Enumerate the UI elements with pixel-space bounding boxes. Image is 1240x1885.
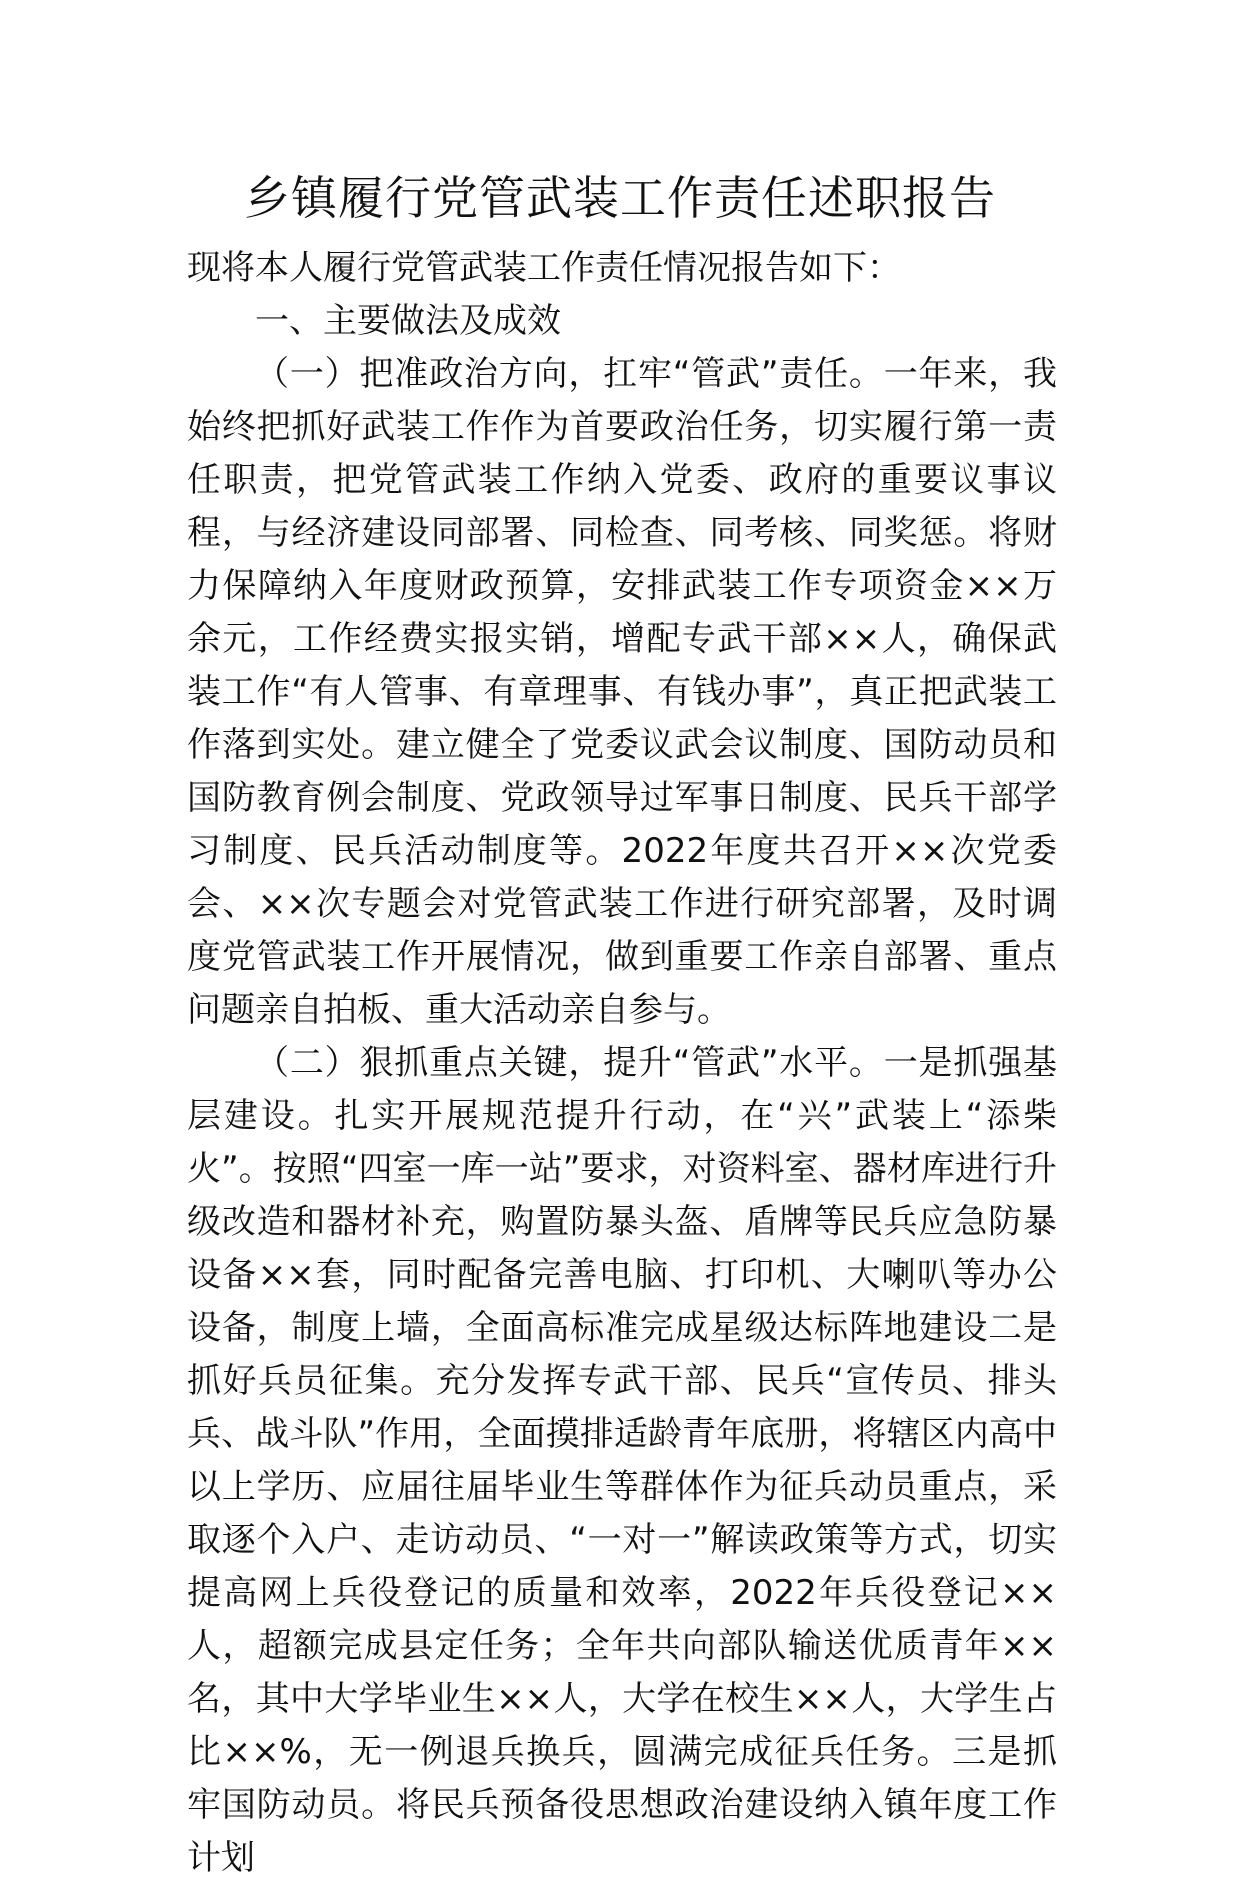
section-heading: 一、主要做法及成效 xyxy=(255,301,561,341)
intro-paragraph: 现将本人履行党管武装工作责任情况报告如下： xyxy=(187,248,901,288)
body-paragraph-1: （一）把准政治方向，扛牢“管武”责任。一年来，我始终把抓好武装工作作为首要政治任务，切实履行第一责任职责，把党管武装工作纳入党委、政府的重要议事议程，与经济建设同部署、同检查、同考核、同奖惩。将财力保障纳入年度财政预算，安排武装工作专项资金××万余元，工作经费实报实销，增配专武干部××人，确保武装工作“有人管事、有章理事、有钱办事”，真正把武装工作落到实处。建立健全了党委议武会议制度、国防动员和国防教育例会制度、党政领导过军事日制度、民兵干部学习制度、民兵活动制度等。2022年度共召开××次党委会、××次专题会对党管武装工作进行研究部署，及时调度党管武装工作开展情况，做到重要工作亲自部署、重点问题亲自拍板、重大活动亲自参与。 xyxy=(187,354,1057,1030)
body-paragraph-2: （二）狠抓重点关键，提升“管武”水平。一是抓强基层建设。扎实开展规范提升行动，在“兴”武装上“添柴火”。按照“四室一库一站”要求，对资料室、器材库进行升级改造和器材补充，购置防暴头盔、盾牌等民兵应急防暴设备××套，同时配备完善电脑、打印机、大喇叭等办公设备，制度上墙，全面高标准完成星级达标阵地建设二是抓好兵员征集。充分发挥专武干部、民兵“宣传员、排头兵、战斗队”作用，全面摸排适龄青年底册，将辖区内高中以上学历、应届往届毕业生等群体作为征兵动员重点，采取逐个入户、走访动员、“一对一”解读政策等方式，切实提高网上兵役登记的质量和效率，2022年兵役登记××人，超额完成县定任务；全年共向部队输送优质青年××名，其中大学毕业生××人，大学在校生××人，大学生占比××%，无一例退兵换兵，圆满完成征兵任务。三是抓牢国防动员。将民兵预备役思想政治建设纳入镇年度工作计划 xyxy=(187,1043,1057,1878)
document-body xyxy=(187,242,1057,1885)
document-title: 乡镇履行党管武装工作责任述职报告 xyxy=(244,171,996,225)
